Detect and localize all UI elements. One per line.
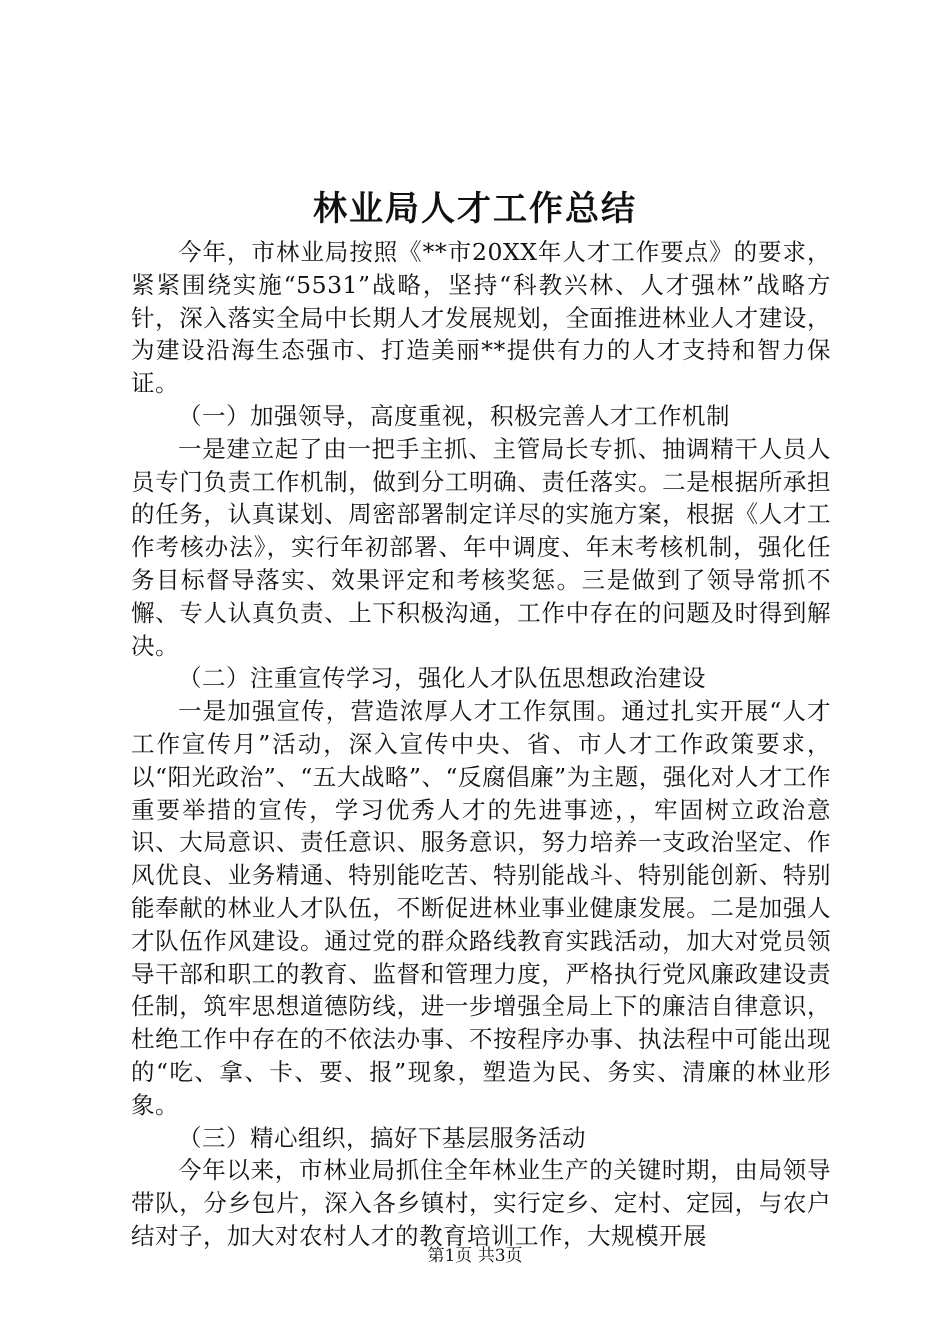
section-heading-3: （三）精心组织，搞好下基层服务活动 [178, 1123, 586, 1152]
section-heading-1: （一）加强领导，高度重视，积极完善人才工作机制 [178, 401, 730, 430]
document-body [131, 236, 831, 1253]
paragraph-intro: 今年，市林业局按照《**市20XX年人才工作要点》的要求，紧紧围绕实施“5531”战略，坚持“科教兴林、人才强林”战略方针，深入落实全局中长期人才发展规划，全面推进林业人才建设，为建设沿海生态强市、打造美丽**提供有力的人才支持和智力保证。 [131, 238, 831, 398]
document-title: 林业局人才工作总结 [313, 189, 637, 229]
paragraph-section-2: 一是加强宣传，营造浓厚人才工作氛围。通过扎实开展“人才工作宣传月”活动，深入宣传中央、省、市人才工作政策要求，以“阳光政治”、“五大战略”、“反腐倡廉”为主题，强化对人才工作重要举措的宣传，学习优秀人才的先进事迹，，牢固树立政治意识、大局意识、责任意识、服务意识，努力培养一支政治坚定、作风优良、业务精通、特别能吃苦、特别能战斗、特别能创新、特别能奉献的林业人才队伍，不断促进林业事业健康发展。二是加强人才队伍作风建设。通过党的群众路线教育实践活动，加大对党员领导干部和职工的教育、监督和管理力度，严格执行党风廉政建设责任制，筑牢思想道德防线，进一步增强全局上下的廉洁自律意识，杜绝工作中存在的不依法办事、不按程序办事、执法程中可能出现的“吃、拿、卡、要、报”现象，塑造为民、务实、清廉的林业形象。 [131, 697, 831, 1119]
page-number-footer: 第1页 共3页 [427, 1246, 523, 1266]
paragraph-section-3: 今年以来，市林业局抓住全年林业生产的关键时期，由局领导带队，分乡包片，深入各乡镇村，实行定乡、定村、定园，与农户结对子，加大对农村人才的教育培训工作，大规模开展 [131, 1156, 831, 1250]
paragraph-section-1: 一是建立起了由一把手主抓、主管局长专抓、抽调精干人员人员专门负责工作机制，做到分工明确、责任落实。二是根据所承担的任务，认真谋划、周密部署制定详尽的实施方案，根据《人才工作考核办法》，实行年初部署、年中调度、年末考核机制，强化任务目标督导落实、效果评定和考核奖惩。三是做到了领导常抓不懈、专人认真负责、上下积极沟通，工作中存在的问题及时得到解决。 [131, 434, 831, 660]
section-heading-2: （二）注重宣传学习，强化人才队伍思想政治建设 [178, 664, 706, 693]
